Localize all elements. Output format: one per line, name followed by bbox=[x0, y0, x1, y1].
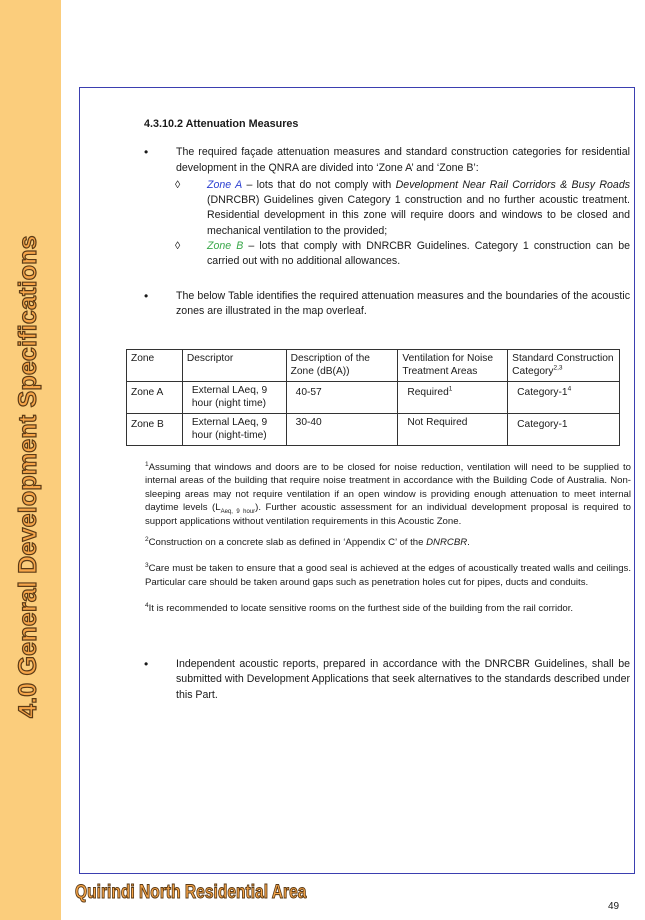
diamond-icon: ◊ bbox=[175, 178, 181, 191]
table-header: Description of the Zone (dB(A)) bbox=[286, 350, 398, 382]
footnote-3: $^3$Care must be taken to ensure that a good seal is achieved at the edges of acoustically treated walls and ceilings. Particular care should be taken around gaps such as penetration holes cut for pipes, ducts and conduits. bbox=[145, 562, 631, 588]
table-cell: Category-1 bbox=[508, 414, 620, 446]
footnote-4: $^4$It is recommended to locate sensitive rooms on the furthest side of the building from the rail corridor. bbox=[145, 602, 574, 615]
table-cell: Zone B bbox=[127, 414, 183, 446]
bullet-zones-intro: • The required façade attenuation measures and standard construction categories for residential development in the QNRA are divided into ‘Zone A’ and ‘Zone B’: bbox=[144, 145, 630, 174]
page-number: 49 bbox=[608, 901, 620, 912]
footnote-1: $^1$Assuming that windows and doors are to be closed for noise reduction, ventilation will need to be supplied to internal areas of the building that require noise treatment in accordance with the Building Code of Australia. Non-sleeping areas may not require ventilation if an open window is providing enough attenuation to meet internal daytime levels $(L_{Aeq, 9 hour})$. Further acoustic assessment for an individual development proposal is required to support applications without ventilation requirements in this Acoustic Zone. bbox=[145, 460, 631, 527]
zone-b-label: Zone B bbox=[207, 240, 244, 253]
diamond-icon: ◊ bbox=[175, 240, 181, 253]
footer-project-title: Quirindi North Residential Area bbox=[75, 882, 307, 903]
table-cell: 40-57 bbox=[286, 382, 398, 414]
table-cell: Required$^1$ bbox=[398, 382, 508, 414]
table-cell: Zone A bbox=[127, 382, 183, 414]
table-header: Ventilation for Noise Treatment Areas bbox=[398, 350, 508, 382]
section-side-title: 4.0 General Development Specifications bbox=[14, 235, 42, 718]
table-header: Zone bbox=[127, 350, 183, 382]
table-header: Descriptor bbox=[182, 350, 286, 382]
main-content bbox=[128, 117, 630, 321]
bullet-dot: • bbox=[144, 288, 149, 303]
table-cell: 30-40 bbox=[286, 414, 398, 446]
table-row bbox=[127, 414, 620, 446]
table-header-row bbox=[127, 350, 620, 382]
attenuation-table bbox=[126, 349, 620, 446]
table-row bbox=[127, 382, 620, 414]
bullet-independent-reports: • Independent acoustic reports, prepared in accordance with the DNRCBR Guidelines, shall be submitted with Development Applications that seek alternatives to the standards described under this Part. bbox=[144, 657, 630, 701]
table-footnotes bbox=[145, 461, 631, 624]
bullet-dot: • bbox=[144, 145, 149, 160]
table-cell: Not Required bbox=[398, 414, 508, 446]
zone-a-item: ◊ Zone A – lots that do not comply with Development Near Rail Corridors & Busy Roads (DNRCBR) Guidelines given Category 1 construction and no further acoustic treatment. Residential development in this zone will require doors and windows to be closed and mechanical ventilation to the provided; bbox=[175, 178, 631, 237]
table-header: Standard Construction Category$^{2,3}$ bbox=[508, 350, 620, 382]
table-cell: External LAeq, 9 hour (night time) bbox=[182, 382, 286, 414]
table-cell: External LAeq, 9 hour (night-time) bbox=[182, 414, 286, 446]
zone-b-item: ◊ Zone B – lots that comply with DNRCBR Guidelines. Category 1 construction can be carried out with no additional allowances. bbox=[175, 240, 630, 268]
table-cell: Category-$1^4$ bbox=[508, 382, 620, 414]
section-heading: 4.3.10.2 Attenuation Measures bbox=[144, 118, 299, 130]
footnote-2: $^2$Construction on a concrete slab as defined in ‘Appendix C’ of the DNRCBR. bbox=[145, 535, 470, 549]
bullet-table-intro: • The below Table identifies the required attenuation measures and the boundaries of the acoustic zones are illustrated in the map overleaf. bbox=[144, 288, 630, 317]
zone-a-label: Zone A bbox=[207, 178, 243, 191]
bullet-dot: • bbox=[144, 657, 149, 671]
guideline-title: Development Near Rail Corridors & Busy Roads bbox=[395, 178, 631, 191]
